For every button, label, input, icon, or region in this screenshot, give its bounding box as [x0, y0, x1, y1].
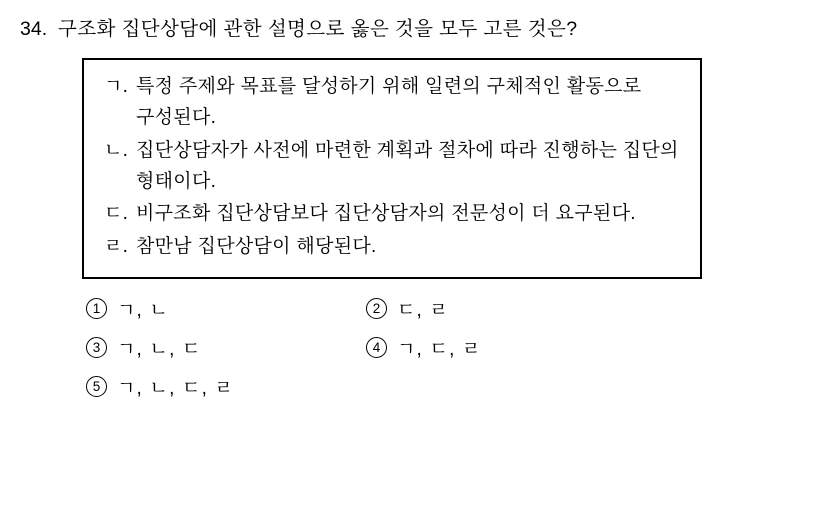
choice-text: ㄱ, ㄴ, ㄷ	[117, 338, 202, 360]
statement-item	[104, 232, 680, 263]
choice-text: ㄷ, ㄹ	[397, 299, 450, 321]
question-text: 구조화 집단상담에 관한 설명으로 옳은 것을 모두 고른 것은?	[58, 18, 578, 40]
statement-text: 비구조화 집단상담보다 집단상담자의 전문성이 더 요구된다.	[136, 203, 636, 225]
choice-number: 5	[86, 376, 107, 397]
choice-number: 1	[86, 298, 107, 319]
choice-option-4[interactable]	[366, 334, 646, 361]
statement-item	[104, 199, 680, 230]
answer-choices	[86, 295, 726, 400]
choice-text: ㄱ, ㄴ	[117, 299, 170, 321]
statement-box	[82, 58, 702, 279]
choice-number: 4	[366, 337, 387, 358]
choice-text: ㄱ, ㄴ, ㄷ, ㄹ	[117, 377, 235, 399]
statement-text: 집단상담자가 사전에 마련한 계획과 절차에 따라 진행하는 집단의 형태이다.	[136, 139, 679, 192]
choice-row	[86, 373, 726, 400]
choice-number: 3	[86, 337, 107, 358]
choice-row	[86, 295, 726, 322]
statement-label: ㄷ.	[104, 203, 129, 225]
choice-number: 2	[366, 298, 387, 319]
choice-option-3[interactable]	[86, 334, 366, 361]
choice-option-2[interactable]	[366, 295, 646, 322]
question-stem	[20, 14, 806, 44]
choice-row	[86, 334, 726, 361]
choice-text: ㄱ, ㄷ, ㄹ	[397, 338, 482, 360]
choice-option-1[interactable]	[86, 295, 366, 322]
statement-text: 참만남 집단상담이 해당된다.	[136, 236, 377, 258]
statement-item	[104, 136, 680, 198]
statement-item	[104, 72, 680, 134]
statement-label: ㄴ.	[104, 139, 129, 161]
choice-option-5[interactable]	[86, 373, 366, 400]
statement-text: 특정 주제와 목표를 달성하기 위해 일련의 구체적인 활동으로 구성된다.	[136, 76, 642, 128]
question-number: 34.	[20, 18, 48, 40]
statement-label: ㄱ.	[104, 76, 129, 98]
statement-label: ㄹ.	[104, 236, 129, 258]
